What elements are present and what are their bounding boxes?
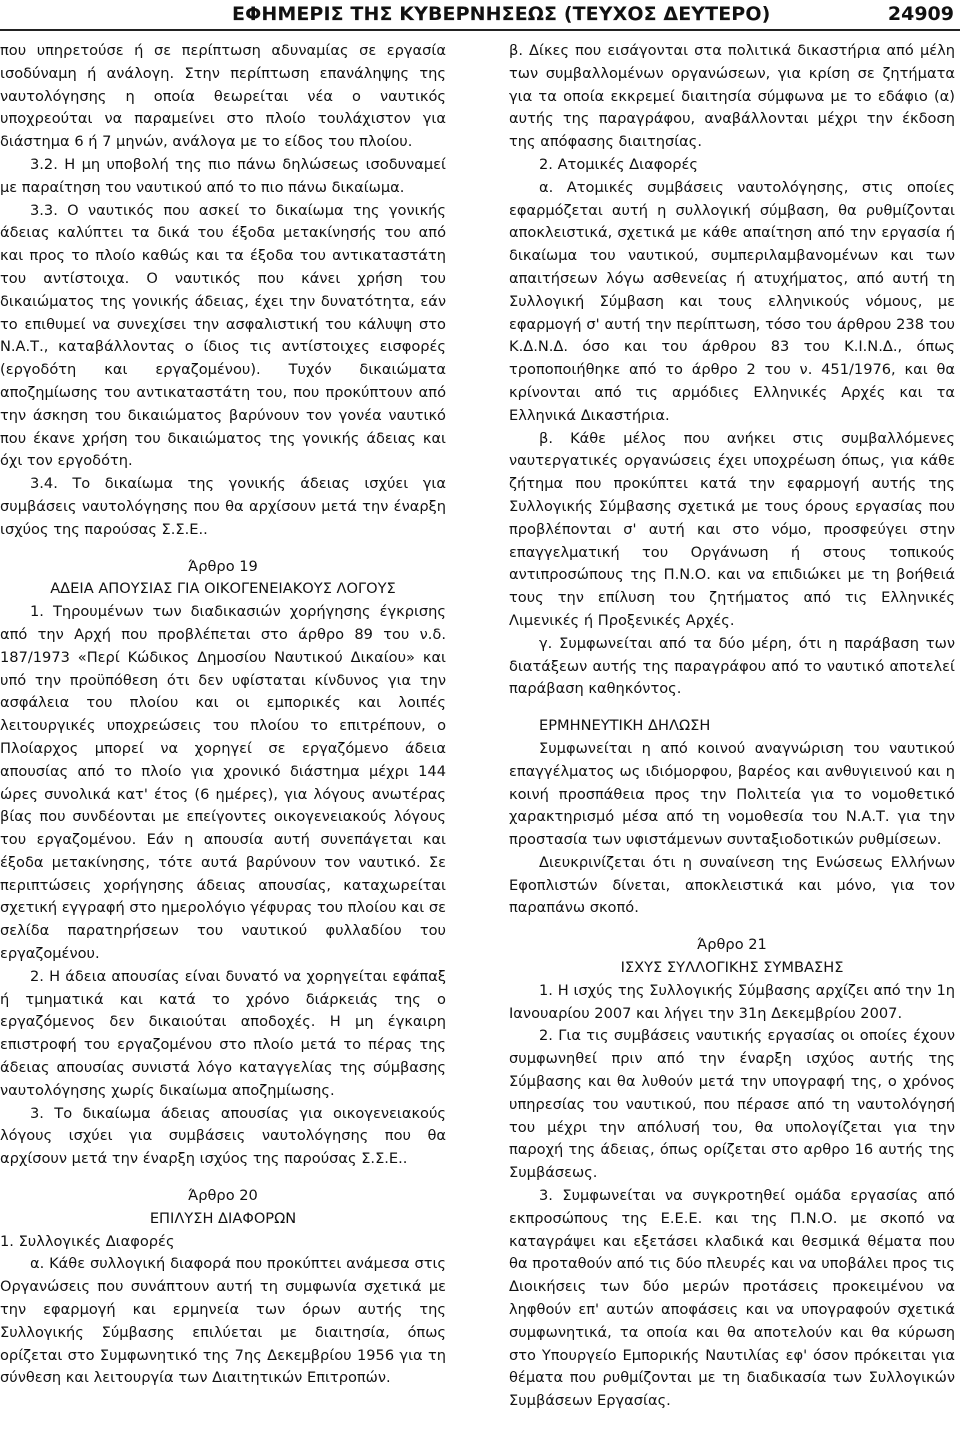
paragraph: 1. Συλλογικές Διαφορές xyxy=(0,1232,175,1250)
paragraph: γ. Συμφωνείται από τα δύο μέρη, ότι η παράβαση των διατάξεων αυτής της παραγράφου από το ναυτικό αποτελεί παράβαση καθηκόντος. xyxy=(509,634,955,698)
right-column xyxy=(509,40,955,1413)
paragraph: 2. Η άδεια απουσίας είναι δυνατό να χορηγείται εφάπαξ ή τμηματικά και κατά το χρόνο διάρκειάς της ο εργαζόμενος δεν δικαιούται αποδοχές. Η μη έγκαιρη επιστροφή του εργαζομένου στο πλοίο μετά το πέρας της άδειας απουσίας συνιστά λόγο καταγγελίας της σύμβασης ναυτολόγησης χωρίς δικαίωμα αποζημίωσης. xyxy=(0,967,446,1099)
paragraph: 3.4. Το δικαίωμα της γονικής άδειας ισχύει για συμβάσεις ναυτολόγησης που θα αρχίσουν μετά την έναρξη ισχύος της παρούσας Σ.Σ.Ε.. xyxy=(0,475,446,538)
paragraph: α. Κάθε συλλογική διαφορά που προκύπτει ανάμεσα στις Οργανώσεις που συνάπτουν αυτή τη συμφωνία σχετικά με την εφαρμογή και ερμηνεία των όρων αυτής της Συλλογικής Σύμβασης επιλύεται με διαιτησία, όπως ορίζεται στο Συμφωνητικό της 7ης Δεκεμβρίου 1956 για τη σύνθεση και λειτουργία των Διαιτητικών Επιτροπών. xyxy=(0,1255,446,1387)
paragraph: β. Δίκες που εισάγονται στα πολιτικά δικαστήρια από μέλη των συμβαλλομένων οργανώσεων, για κρίση σε ζητήματα για τα οποία εκκρεμεί διαιτησία σύμφωνα με το εδάφιο (α) αυτής της παραγράφου, αναβάλλονται μέχρι την έκδοση της απόφασης διαιτησίας. xyxy=(509,42,955,151)
article-19-subtitle: ΑΔΕΙΑ ΑΠΟΥΣΙΑΣ ΓΙΑ ΟΙΚΟΓΕΝΕΙΑΚΟΥΣ ΛΟΓΟΥΣ xyxy=(50,580,396,598)
paragraph: 1. Τηρουμένων των διαδικασιών χορήγησης έγκρισης από την Αρχή που προβλέπεται στο άρθρο 89 του ν.δ. 187/1973 «Περί Κώδικος Δημοσίου Ναυτικού Δικαίου» και υπό την προϋπόθεση ότι δεν υφίσταται κίνδυνος για την ασφάλεια του πλοίου και οι εμπορικές και λοιπές λειτουργικές υποχρεώσεις του πλοίου το επιτρέπουν, ο Πλοίαρχος μπορεί να χορηγεί σε εργαζόμενο άδεια απουσίας από το πλοίο για χρονικό διάστημα μέχρι 144 ώρες συνολικά κατ' έτος (6 ημέρες), για λόγους ανωτέρας βίας που συνδέονται με επείγοντες οικογενειακούς λόγους του εργαζομένου. Εάν η απουσία αυτή συνεπάγεται και έξοδα μετακίνησης, τότε αυτά βαρύνουν τον ναυτικό. Σε περιπτώσεις χορήγησης άδειας απουσίας, καταχωρείται σχετική εγγραφή στο ημερολόγιο γέφυρας του πλοίου και σε σελίδα παρατηρήσεων του ναυτικού φυλλαδίου του εργαζομένου. xyxy=(0,603,446,963)
spacer xyxy=(0,1171,446,1185)
paragraph: Διευκρινίζεται ότι η συναίνεση της Ενώσεως Ελλήνων Εφοπλιστών δίνεται, αποκλειστικά και μόνο, για τον παραπάνω σκοπό. xyxy=(509,853,955,917)
paragraph: 3. Συμφωνείται να συγκροτηθεί ομάδα εργασίας από εκπροσώπους της Ε.Ε.Ε. και της Π.Ν.Ο. με σκοπό να καταγράψει και εξετάσει κλαδικά και θεσμικά θέματα που θα προταθούν από τις δύο πλευρές και να υποβάλει προς τις Διοικήσεις των δύο μερών προτάσεις προκειμένου να ληφθούν επ' αυτών αποφάσεις και να υπογραφούν σχετικά συμφωνητικά, τα οποία και θα αποτελούν και θα κύρωση στο Υπουργείο Εμπορικής Ναυτιλίας εφ' όσον πρόκειται για θέματα που ρυθμίζονται με τη διαδικασία των Συλλογικών Συμβάσεων Εργασίας. xyxy=(509,1187,955,1410)
spacer xyxy=(509,701,955,715)
paragraph: β. Κάθε μέλος που ανήκει στις συμβαλλόμενες ναυτεργατικές οργανώσεις έχει υποχρέωση όπως, για κάθε ζήτημα που προκύπτει κατά την εφαρμογή αυτής της Συλλογικής Σύμβασης σχετικά με τους όρους εργασίας που προβλέπονται σ' αυτή και στο νόμο, προσφεύγει στην επαγγελματική του Οργάνωση ή στους τοπικούς αντιπροσώπους της Π.Ν.Ο. και να επιδιώκει με τη βοήθειά τους την επίλυση του ζητήματος από τις Ελληνικές Λιμενικές ή Προξενικές Αρχές. xyxy=(509,429,955,629)
spacer xyxy=(0,542,446,556)
article-21-subtitle: ΙΣΧΥΣ ΣΥΛΛΟΓΙΚΗΣ ΣΥΜΒΑΣΗΣ xyxy=(620,959,844,977)
gazette-title: ΕΦΗΜΕΡΙΣ ΤΗΣ ΚΥΒΕΡΝΗΣΕΩΣ (ΤΕΥΧΟΣ ΔΕΥΤΕΡΟ) xyxy=(232,3,771,25)
page-number: 24909 xyxy=(887,3,954,25)
paragraph: Συμφωνείται η από κοινού αναγνώριση του ναυτικού επαγγέλματος ως ιδιόμορφου, βαρέος και ανθυγιεινού και η κοινή προσπάθεια προς την Πολιτεία για το νομοθετικό χαρακτηρισμό μέσα από τη νομοθεσία του Ν.Α.Τ. για την προστασία των υφιστάμενων συνταξιοδοτικών ρυθμίσεων. xyxy=(509,739,955,849)
article-19-title: Άρθρο 19 xyxy=(188,557,258,575)
article-20-subtitle: ΕΠΙΛΥΣΗ ΔΙΑΦΟΡΩΝ xyxy=(149,1209,297,1227)
paragraph: α. Ατομικές συμβάσεις ναυτολόγησης, στις οποίες εφαρμόζεται αυτή η συλλογική σύμβαση, θα ρυθμίζονται αποκλειστικά, σχετικά με κάθε απαίτηση από την εργασία ή δικαίωμα του ναυτικού, συμπεριλαμβανομένων και των απαιτήσεων λόγω ασθενείας ή ατυχήματος, από αυτή τη Συλλογική Σύμβαση και τους ελληνικούς νόμους, με εφαρμογή σ' αυτή την περίπτωση, τόσο του άρθρου 238 του Κ.Δ.Ν.Δ. όσο και του άρθρου 83 του Κ.Ι.Ν.Δ., όπως τροποποιήθηκε από το άρθρο 2 του ν. 451/1976, και θα κρίνονται από τις αρμόδιες Ελληνικές Αρχές και τα Ελληνικά Δικαστήρια. xyxy=(509,178,955,424)
paragraph: 3.3. Ο ναυτικός που ασκεί το δικαίωμα της γονικής άδειας καλύπτει τα δικά του έξοδα μετακίνησής του από και προς το πλοίο καθώς και τα έξοδα του αντικαταστάτη του αντίστοιχα. Ο ναυτικός που κάνει χρήση του δικαιώματος της γονικής άδειας, έχει την δυνατότητα, εάν το επιθυμεί να συνεχίσει την ασφαλιστική του κάλυψη στο Ν.Α.Τ., καταβάλλοντας ο ίδιος τις αντίστοιχες εισφορές (εργοδότη και εργαζομένου). Τυχόν δικαιώματα αποζημίωσης του αντικαταστάτη του, που προκύπτουν από την άσκηση του δικαιώματος βαρύνουν τον γονέα ναυτικό που έκανε χρήση του δικαιώματος της γονικής άδειας και όχι τον εργοδότη. xyxy=(0,201,446,470)
paragraph: 2. Ατομικές Διαφορές xyxy=(539,155,698,173)
header-rule xyxy=(0,29,960,31)
paragraph: 1. Η ισχύς της Συλλογικής Σύμβασης αρχίζει από την 1η Ιανουαρίου 2007 και λήγει την 31η Δεκεμβρίου 2007. xyxy=(509,981,955,1022)
paragraph: 3. Το δικαίωμα άδειας απουσίας για οικογενειακούς λόγους ισχύει για συμβάσεις ναυτολόγησης που θα αρχίσουν μετά την έναρξη ισχύος της παρούσας Σ.Σ.Ε.. xyxy=(0,1104,446,1168)
interpretive-statement-title: ΕΡΜΗΝΕΥΤΙΚΗ ΔΗΛΩΣΗ xyxy=(539,717,711,735)
article-20-title: Άρθρο 20 xyxy=(188,1187,258,1205)
paragraph: 3.2. Η μη υποβολή της πιο πάνω δηλώσεως ισοδυναμεί με παραίτηση του ναυτικού από το πιο πάνω δικαίωμα. xyxy=(0,155,446,196)
article-21-title: Άρθρο 21 xyxy=(697,936,767,954)
spacer xyxy=(509,920,955,934)
left-column xyxy=(0,40,446,1390)
paragraph: που υπηρετούσε ή σε περίπτωση αδυναμίας σε εργασία ισοδύναμη ή ανάλογη. Στην περίπτωση επανάληψης της ναυτολόγησης η οποία θεωρείται νέα ο ναυτικός υποχρεούται να παραμείνει στο πλοίο τουλάχιστον για διάστημα 6 ή 7 μηνών, ανάλογα με το είδος του πλοίου. xyxy=(0,42,446,151)
paragraph: 2. Για τις συμβάσεις ναυτικής εργασίας οι οποίες έχουν συμφωνηθεί πριν από την έναρξη ισχύος αυτής της Σύμβασης και θα λυθούν μετά την υπογραφή της, ο χρόνος υπηρεσίας του ναυτικού, που πέρασε από τη ναυτολόγησή του μέχρι την απόλυσή του, θα υπολογίζεται για την παροχή της άδειας, όπως ορίζεται στο αρθρο 16 αυτής της Συμβάσεως. xyxy=(509,1027,955,1182)
